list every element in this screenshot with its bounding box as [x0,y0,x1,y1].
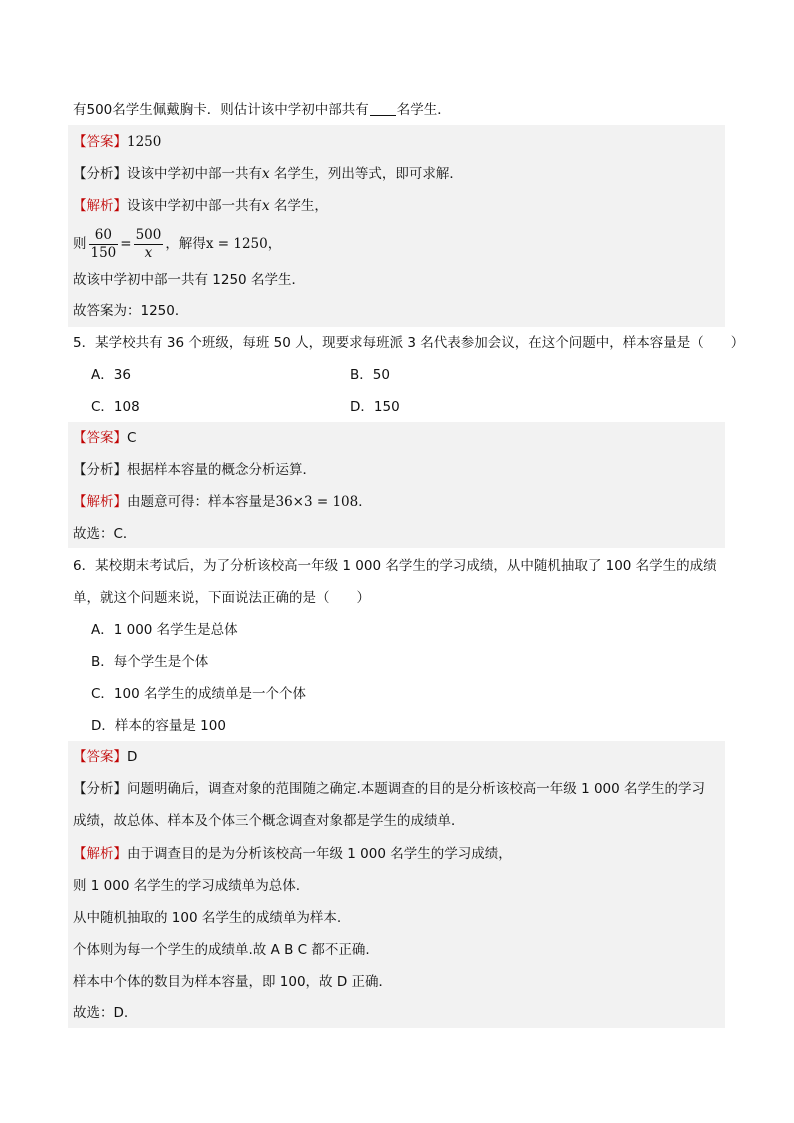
q4-final-answer: 故答案为：1250． [73,303,189,319]
solution-label: 【解析】 [73,198,127,214]
q5-answer-box [68,422,725,548]
fraction-denominator: 150 [90,244,117,261]
answer-label: 【答案】 [73,430,127,446]
fraction-60-150 [89,227,119,262]
q6-solution-line-5: 样本中个体的数目为样本容量，即 100，故 D 正确． [73,974,393,990]
q6-analysis-line-2: 成绩，故总体、样本及个体三个概念调查对象都是学生的成绩单． [73,813,465,829]
q4-analysis-var: x [262,166,270,182]
q4-solution-line [73,196,328,216]
q4-eq-end: ， [267,236,282,252]
q4-stem-tail [73,100,451,120]
q4-stem-text: 有500名学生佩戴胸卡．则估计该中学初中部共有 [73,102,369,118]
solution-label: 【解析】 [73,494,127,510]
q4-equation-line [73,226,281,262]
q5-answer-value: C [127,430,137,446]
analysis-label: 【分析】 [73,166,127,182]
q4-conclusion: 故该中学初中部一共有 1250 名学生． [73,272,305,288]
q6-solution-line-1 [73,844,512,864]
q6-solution-text: 由于调查目的是为分析该校高一年级 1 000 名学生的学习成绩， [127,846,512,862]
q6-option-a: A．1 000 名学生是总体 [91,622,238,638]
q6-option-b: B．每个学生是个体 [91,654,209,670]
q4-eq-result: x = 1250 [205,236,268,252]
q4-analysis-line [73,164,463,184]
q4-eq-prefix: 则 [73,236,87,252]
q6-solution-line-4: 个体则为每一个学生的成绩单.故 A B C 都不正确. [73,942,370,958]
q6-answer-value: D [127,749,138,765]
q4-solution-text: 设该中学初中部一共有 [127,198,262,214]
q4-eq-suffix: ，解得 [165,236,206,252]
equals-sign: = [120,236,132,252]
fraction-numerator: 500 [135,226,162,243]
q6-stem-line-2: 单，就这个问题来说，下面说法正确的是（ ） [73,590,370,606]
q5-option-d: D．150 [350,399,400,415]
q5-solution-text: 由题意可得：样本容量是 [127,494,276,510]
q6-solution-line-3: 从中随机抽取的 100 名学生的成绩单为样本. [73,910,342,926]
q6-analysis-line-1 [73,779,705,799]
fraction-500-x [134,227,164,262]
q4-stem-text-end: 名学生． [396,102,451,118]
answer-label: 【答案】 [73,134,127,150]
q5-stem: 5．某学校共有 36 个班级，每班 50 人，现要求每班派 3 名代表参加会议，在这个问题中，样本容量是（ ） [73,335,745,351]
q4-solution-text-end: 名学生， [269,198,328,214]
q6-analysis-text: 问题明确后，调查对象的范围随之确定.本题调查的目的是分析该校高一年级 1 000 名学生的学习 [127,781,706,797]
q4-answer-line [73,132,161,152]
analysis-label: 【分析】 [73,781,127,797]
answer-blank [370,101,396,116]
q4-solution-var: x [262,198,270,214]
q5-option-b: B．50 [350,367,390,383]
fraction-numerator: 60 [89,227,119,245]
q5-option-c: C．108 [91,399,140,415]
q6-solution-line-2: 则 1 000 名学生的学习成绩单为总体. [73,878,301,894]
q6-option-c: C．100 名学生的成绩单是一个个体 [91,686,306,702]
q5-option-a: A．36 [91,367,131,383]
q4-analysis-text: 设该中学初中部一共有 [127,166,262,182]
q5-analysis-text: 根据样本容量的概念分析运算． [127,462,316,478]
q5-solution-end: ． [358,494,372,510]
q5-analysis-line [73,460,316,480]
q5-solution-line [73,492,372,512]
q6-final-answer: 故选：D. [73,1005,129,1021]
fraction-denominator: x [144,244,153,261]
q5-final-answer: 故选：C． [73,526,137,542]
q5-solution-math: 36×3 = 108 [275,494,359,510]
answer-label: 【答案】 [73,749,127,765]
q5-answer-line [73,428,136,448]
solution-label: 【解析】 [73,846,127,862]
q4-analysis-text-end: 名学生，列出等式，即可求解． [269,166,463,182]
q6-answer-line [73,747,137,767]
q6-stem-line-1: 6．某校期末考试后，为了分析该校高一年级 1 000 名学生的学习成绩，从中随机抽取了 100 名学生的成绩 [73,558,717,574]
analysis-label: 【分析】 [73,462,127,478]
q4-answer-value: 1250 [127,134,162,150]
q6-option-d: D．样本的容量是 100 [91,718,226,734]
